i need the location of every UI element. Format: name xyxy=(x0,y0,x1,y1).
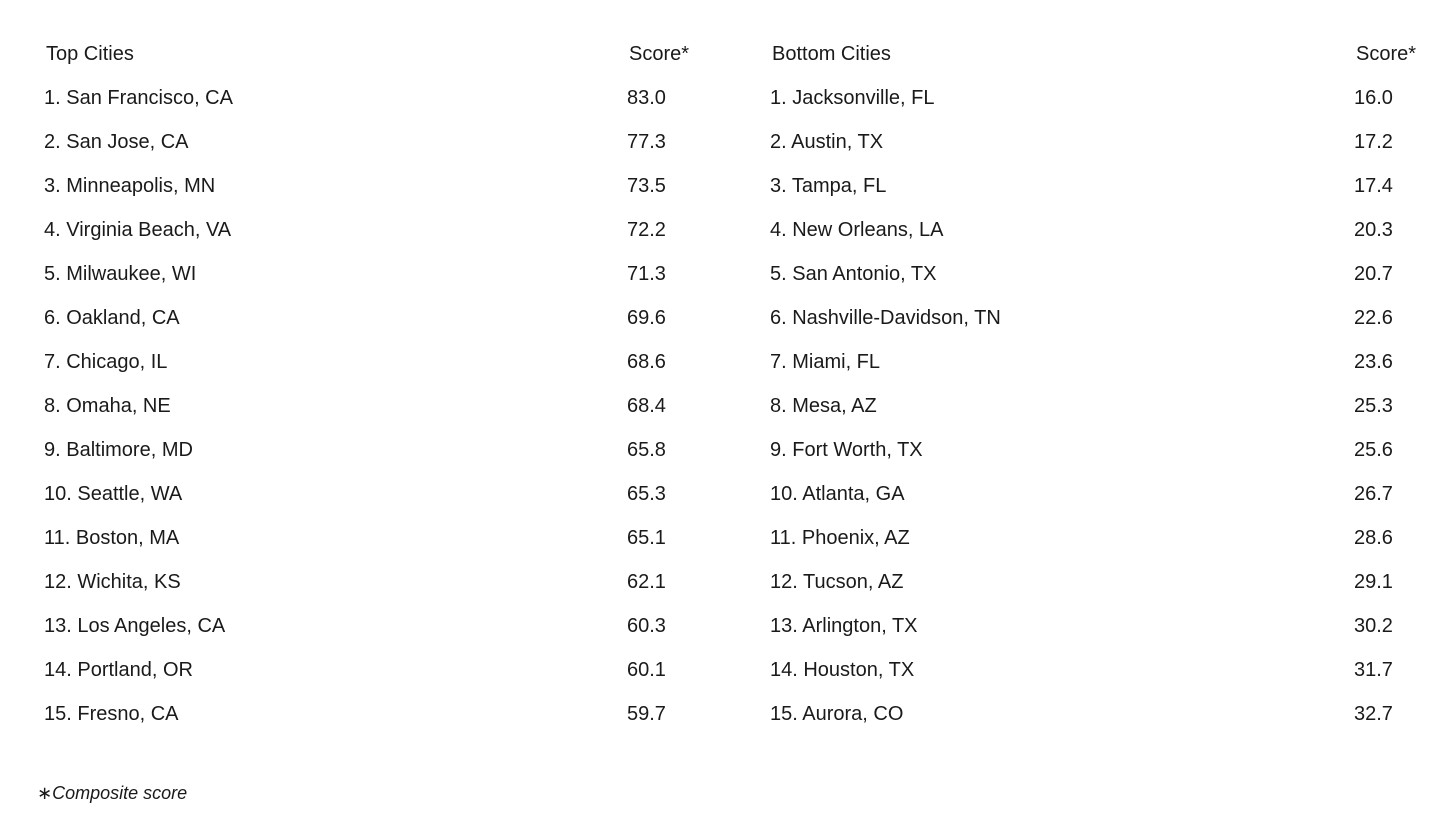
top-cities-table xyxy=(44,32,729,736)
top-score-header: Score* xyxy=(629,42,690,65)
city-name: 2. San Jose, CA xyxy=(44,130,189,153)
table-row xyxy=(770,208,1446,252)
city-name: 7. Miami, FL xyxy=(770,350,881,373)
city-name: 13. Los Angeles, CA xyxy=(44,614,226,637)
city-name: 15. Fresno, CA xyxy=(44,702,179,725)
table-row xyxy=(770,692,1446,736)
table-row xyxy=(44,604,729,648)
city-score: 17.4 xyxy=(1354,174,1393,197)
city-score: 60.3 xyxy=(627,614,666,637)
city-name: 4. New Orleans, LA xyxy=(770,218,944,241)
table-row xyxy=(770,296,1446,340)
city-name: 6. Nashville-Davidson, TN xyxy=(770,306,1001,329)
city-score: 68.6 xyxy=(627,350,666,373)
table-row xyxy=(44,560,729,604)
city-name: 9. Baltimore, MD xyxy=(44,438,193,461)
table-row xyxy=(770,428,1446,472)
city-score: 83.0 xyxy=(627,86,666,109)
table-row xyxy=(770,120,1446,164)
table-row xyxy=(770,252,1446,296)
table-row xyxy=(770,560,1446,604)
table-row xyxy=(44,384,729,428)
bottom-cities-header: Bottom Cities xyxy=(772,42,891,65)
city-name: 12. Tucson, AZ xyxy=(770,570,904,593)
city-name: 10. Atlanta, GA xyxy=(770,482,905,505)
table-row xyxy=(770,164,1446,208)
city-name: 10. Seattle, WA xyxy=(44,482,183,505)
city-score: 22.6 xyxy=(1354,306,1393,329)
city-name: 5. Milwaukee, WI xyxy=(44,262,197,285)
table-row xyxy=(44,76,729,120)
city-score: 26.7 xyxy=(1354,482,1393,505)
city-name: 11. Boston, MA xyxy=(44,526,180,549)
city-name: 14. Portland, OR xyxy=(44,658,193,681)
table-row xyxy=(44,692,729,736)
city-score: 17.2 xyxy=(1354,130,1393,153)
city-name: 3. Minneapolis, MN xyxy=(44,174,216,197)
city-name: 11. Phoenix, AZ xyxy=(770,526,910,549)
city-score: 62.1 xyxy=(627,570,666,593)
city-name: 13. Arlington, TX xyxy=(770,614,918,637)
city-score: 60.1 xyxy=(627,658,666,681)
bottom-cities-table xyxy=(770,32,1446,736)
table-row xyxy=(44,472,729,516)
table-row xyxy=(44,428,729,472)
city-score: 25.6 xyxy=(1354,438,1393,461)
city-score: 25.3 xyxy=(1354,394,1393,417)
city-name: 3. Tampa, FL xyxy=(770,174,887,197)
city-score: 71.3 xyxy=(627,262,666,285)
city-score: 65.8 xyxy=(627,438,666,461)
table-row xyxy=(770,384,1446,428)
city-score: 69.6 xyxy=(627,306,666,329)
top-cities-header: Top Cities xyxy=(46,42,134,65)
city-score: 29.1 xyxy=(1354,570,1393,593)
table-row xyxy=(44,648,729,692)
table-row xyxy=(44,340,729,384)
city-score: 59.7 xyxy=(627,702,666,725)
city-score: 20.7 xyxy=(1354,262,1393,285)
city-name: 4. Virginia Beach, VA xyxy=(44,218,232,241)
city-score: 77.3 xyxy=(627,130,666,153)
city-name: 1. Jacksonville, FL xyxy=(770,86,935,109)
city-name: 8. Omaha, NE xyxy=(44,394,171,417)
city-score: 30.2 xyxy=(1354,614,1393,637)
city-name: 7. Chicago, IL xyxy=(44,350,168,373)
table-row xyxy=(770,648,1446,692)
city-score: 20.3 xyxy=(1354,218,1393,241)
city-name: 2. Austin, TX xyxy=(770,130,884,153)
table-row xyxy=(770,340,1446,384)
table-row xyxy=(770,604,1446,648)
table-row xyxy=(770,76,1446,120)
city-name: 14. Houston, TX xyxy=(770,658,915,681)
table-row xyxy=(44,120,729,164)
bottom-score-header: Score* xyxy=(1356,42,1417,65)
city-name: 9. Fort Worth, TX xyxy=(770,438,923,461)
city-score: 68.4 xyxy=(627,394,666,417)
city-name: 5. San Antonio, TX xyxy=(770,262,937,285)
table-row xyxy=(44,164,729,208)
table-row xyxy=(44,208,729,252)
city-name: 1. San Francisco, CA xyxy=(44,86,233,109)
city-name: 15. Aurora, CO xyxy=(770,702,904,725)
table-header-row xyxy=(770,32,1446,76)
city-score: 65.3 xyxy=(627,482,666,505)
city-score: 32.7 xyxy=(1354,702,1393,725)
city-name: 6. Oakland, CA xyxy=(44,306,180,329)
city-name: 12. Wichita, KS xyxy=(44,570,181,593)
table-row xyxy=(770,472,1446,516)
city-name: 8. Mesa, AZ xyxy=(770,394,877,417)
table-row xyxy=(44,296,729,340)
city-score: 31.7 xyxy=(1354,658,1393,681)
city-score: 23.6 xyxy=(1354,350,1393,373)
city-score: 72.2 xyxy=(627,218,666,241)
table-header-row xyxy=(44,32,729,76)
city-score: 16.0 xyxy=(1354,86,1393,109)
city-score: 73.5 xyxy=(627,174,666,197)
table-row xyxy=(44,516,729,560)
city-score: 28.6 xyxy=(1354,526,1393,549)
footnote: ∗Composite score xyxy=(37,783,188,803)
city-score: 65.1 xyxy=(627,526,666,549)
table-row xyxy=(770,516,1446,560)
table-row xyxy=(44,252,729,296)
